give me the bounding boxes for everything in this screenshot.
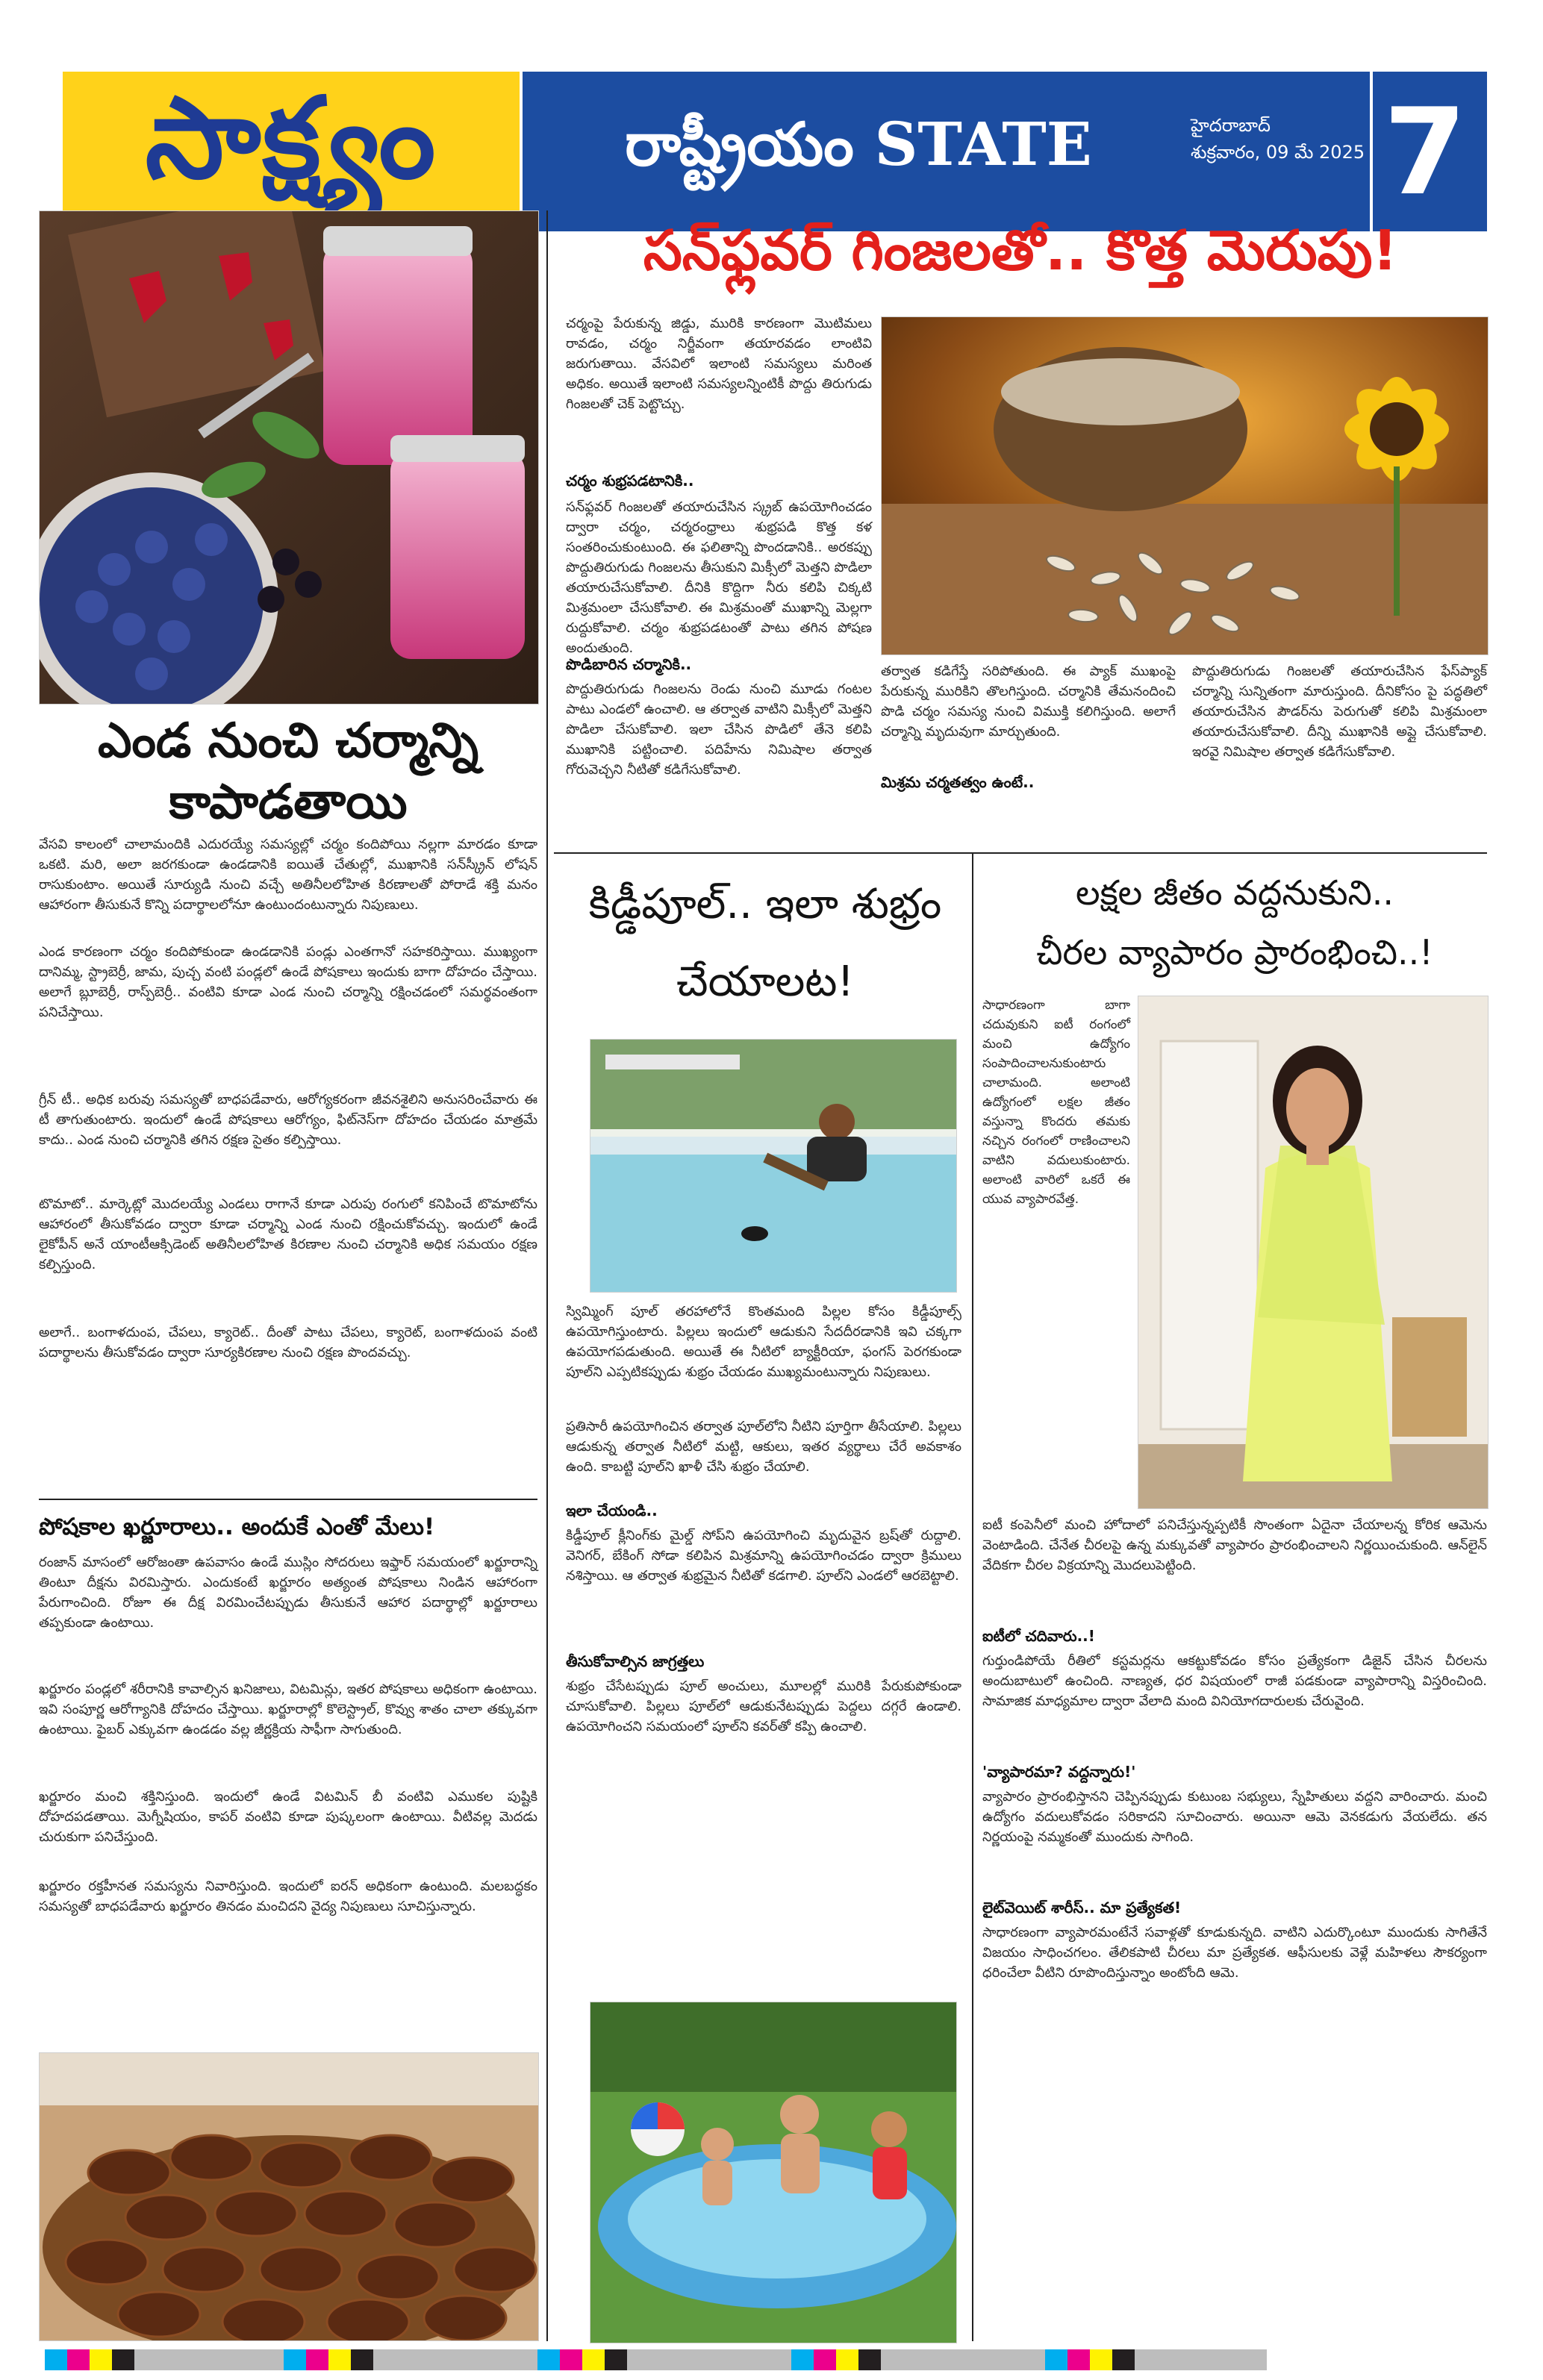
summer-skin-body-4: టొమాటో.. మార్కెట్లో మొదలయ్యే ఎండలు రాగానే కూడా ఎరుపు రంగులో కనిపించే టొమాటోను ఆహారంలో తీసుకోవడం ద్వారా కూడా చర్మాన్ని ఎండ నుంచి రక్షించుకోవచ్చు. ఇందులో ఉండే లైకోపీన్ అనే యాంటీఆక్సిడెంట్ అతినీలలోహిత కిరణాల నుంచి చర్మానికి అధిక సమయం రక్షణ కల్పిస్తుంది. — [39, 1196, 537, 1272]
kiddie-pool-body-2: ప్రతిసారీ ఉపయోగించిన తర్వాత పూల్‌లోని నీటిని పూర్తిగా తీసేయాలి. పిల్లలు ఆడుకున్న తర్వాత నీటిలో మట్టి, ఆకులు, ఇతర వ్యర్థాలు చేరే అవకాశం ఉంది. కాబట్టి పూల్‌ని ఖాళీ చేసి శుభ్రం చేయాలి. — [566, 1419, 961, 1475]
kiddie-pool-body-4: శుభ్రం చేసేటప్పుడు పూల్ అంచులు, మూలల్లో మురికి పేరుకుపోకుండా చూసుకోవాలి. పిల్లలు పూల్‌లో ఆడుకునేటప్పుడు పెద్దలు దగ్గరే ఉండాలి. ఉపయోగించని సమయంలో పూల్‌ని కవర్‌తో కప్పి ఉంచాలి. — [566, 1678, 961, 1734]
kiddie-pool-subhead: ఇలా చేయండి.. — [566, 1502, 658, 1519]
kiddie-pool-headline: కిడ్డీపూల్.. ఇలా శుభ్రం చేయాలట! — [588, 880, 942, 1006]
saree-headline-2: చీరల వ్యాపారం ప్రారంభించి..! — [1036, 932, 1433, 972]
dates-body-2: ఖర్జూరం పండ్లలో శరీరానికి కావాల్సిన ఖనిజాలు, విటమిన్లు, ఇతర పోషకాలు అధికంగా ఉంటాయి. ఇవి సంపూర్ణ ఆరోగ్యానికి దోహదం చేస్తాయి. ఖర్జూరాల్లో కొలెస్ట్రాల్, కొవ్వు శాతం చాలా తక్కువగా ఉంటాయి. ఫైబర్ ఎక్కువగా ఉండడం వల్ల జీర్ణక్రియ సాఫీగా సాగుతుంది. — [39, 1681, 537, 1737]
sunflower-subhead-2: పొడిబారిన చర్మానికి.. — [566, 655, 692, 673]
saree-body-5: సాధారణంగా వ్యాపారమంటేనే సవాళ్లతో కూడుకున్నది. వాటిని ఎదుర్కొంటూ ముందుకు సాగితేనే విజయం సాధించగలం. తేలికపాటి చీరలు మా ప్రత్యేకత. ఆఫీసులకు వెళ్లే మహిళలు సౌకర్యంగా ధరించేలా వీటిని రూపొందిస్తున్నాం అంటోంది ఆమె. — [982, 1925, 1487, 1981]
sunflower-body-3: పొద్దుతిరుగుడు గింజలను రెండు నుంచి మూడు గంటల పాటు ఎండలో ఉంచాలి. ఆ తర్వాత వాటిని మిక్సీలో మెత్తని పొడిలా చేసుకోవాలి. ఇలా చేసిన పొడిలో తేనె కలిపి ముఖానికి పట్టించాలి. పదిహేను నిమిషాల తర్వాత గోరువెచ్చని నీటితో కడిగేసుకోవాలి. — [566, 681, 872, 778]
dateline — [1191, 112, 1370, 166]
dateline-date: శుక్రవారం, 09 మే 2025 — [1191, 142, 1365, 163]
saree-body-2: ఐటీ కంపెనీలో మంచి హోదాలో పనిచేస్తున్నప్పటికీ సొంతంగా ఏదైనా చేయాలన్న కోరిక ఆమెను వెంటాడింది. చేనేత చీరలపై ఉన్న మక్కువతో వ్యాపారం ప్రారంభించాలని నిర్ణయించుకుంది. ఆన్‌లైన్ వేదికగా చీరల విక్రయాన్ని మొదలుపెట్టింది. — [982, 1517, 1487, 1573]
saree-body-4: వ్యాపారం ప్రారంభిస్తానని చెప్పినప్పుడు కుటుంబ సభ్యులు, స్నేహితులు వద్దని వారించారు. మంచి ఉద్యోగం వదులుకోవడం సరికాదని సూచించారు. అయినా ఆమె వెనకడుగు వేయలేదు. తన నిర్ణయంపై నమ్మకంతో ముందుకు సాగింది. — [982, 1789, 1487, 1845]
kiddie-pool-body-1: స్విమ్మింగ్ పూల్ తరహాలోనే కొంతమంది పిల్లల కోసం కిడ్డీపూల్స్ ఉపయోగిస్తుంటారు. పిల్లలు ఇందులో ఆడుకుని సేదదీరడానికి ఇవి చక్కగా ఉపయోగపడుతుంది. అయితే ఈ నీటిలో బ్యాక్టీరియా, ఫంగస్ పెరగకుండా పూల్‌ని ఎప్పటికప్పుడు శుభ్రం చేయడం ముఖ్యమంటున్నారు నిపుణులు. — [566, 1304, 961, 1380]
saree-subhead-1: ఐటీలో చదివారు..! — [982, 1627, 1095, 1645]
sunflower-body-1: చర్మంపై పేరుకున్న జిడ్డు, మురికి కారణంగా మొటిమలు రావడం, చర్మం నిర్జీవంగా తయారవడం లాంటివి జరుగుతాయి. వేసవిలో ఇలాంటి సమస్యలు మరింత అధికం. అయితే ఇలాంటి సమస్యలన్నింటికీ పొద్దు తిరుగుడు గింజలతో చెక్ పెట్టొచ్చు. — [566, 316, 872, 412]
family-pool-photo — [590, 2002, 957, 2343]
smoothie-photo — [39, 210, 539, 705]
sunflower-subhead-1: చర్మం శుభ్రపడటానికి.. — [566, 472, 694, 490]
sunflower-subhead-3: మిశ్రమ చర్మతత్వం ఉంటే.. — [881, 773, 1035, 791]
summer-skin-body-5: అలాగే.. బంగాళదుంప, చేపలు, క్యారెట్.. దీంతో పాటు చేపలు, క్యారెట్, బంగాళదుంప వంటి పదార్థాలను తీసుకోవడం ద్వారా సూర్యకిరణాల నుంచి రక్షణ పొందవచ్చు. — [39, 1325, 537, 1361]
summer-skin-body-2: ఎండ కారణంగా చర్మం కందిపోకుండా ఉండడానికి పండ్లు ఎంతగానో సహకరిస్తాయి. ముఖ్యంగా దానిమ్మ, స్ట్రాబెర్రీ, జామ, పుచ్చ వంటి పండ్లలో ఉండే పోషకాలు ఇందుకు బాగా దోహదం చేస్తాయి. అలాగే బ్లూబెర్రీ, రాస్ప్‌బెర్రీ.. వంటివి కూడా ఎండ నుంచి చర్మాన్ని రక్షించడంలో సమర్థవంతంగా పనిచేస్తాయి. — [39, 944, 537, 1020]
section-title: రాష్ట్రీయం STATE — [625, 109, 1092, 179]
summer-skin-body-3: గ్రీన్ టీ.. అధిక బరువు సమస్యతో బాధపడేవారు, ఆరోగ్యకరంగా జీవనశైలిని అనుసరించేవారు ఈ టీ తాగుతుంటారు. ఇందులో ఉండే పోషకాలు ఆరోగ్యం, ఫిట్‌నెస్‌గా దోహదం చేయడం మాత్రమే కాదు.. ఎండ నుంచి చర్మానికి తగిన రక్షణ సైతం కల్పిస్తాయి. — [39, 1092, 537, 1148]
dates-body-1: రంజాన్ మాసంలో ఆరోజంతా ఉపవాసం ఉండే ముస్లిం సోదరులు ఇఫ్తార్ సమయంలో ఖర్జూరాన్ని తింటూ దీక్షను విరమిస్తారు. ఎందుకంటే ఖర్జూరం అత్యంత పోషకాలు నిండిన ఆహారంగా పేరుగాంచింది. రోజూ ఈ దీక్ష విరమించేటప్పుడు తీసుకునే ఆహార పదార్థాల్లో ఖర్జూరాలు తప్పకుండా ఉంటాయి. — [39, 1555, 537, 1631]
dates-body-4: ఖర్జూరం రక్తహీనత సమస్యను నివారిస్తుంది. ఇందులో ఐరన్ అధికంగా ఉంటుంది. మలబద్ధకం సమస్యతో బాధపడేవారు ఖర్జూరం తినడం మంచిదని వైద్య నిపుణులు సూచిస్తున్నారు. — [39, 1878, 537, 1914]
sunflower-body-2: సన్‌ఫ్లవర్ గింజలతో తయారుచేసిన స్క్రబ్ ఉపయోగించడం ద్వారా చర్మం, చర్మరంధ్రాలు శుభ్రపడి కొత్త కళ సంతరించుకుంటుంది. ఈ ఫలితాన్ని పొందడానికి.. అరకప్పు పొద్దుతిరుగుడు గింజలను తీసుకుని మిక్సీలో మెత్తని పొడిలా తయారుచేసుకోవాలి. దీనికి కొద్దిగా నీరు కలిపి చిక్కటి మిశ్రమంలా చేసుకోవాలి. ఈ మిశ్రమంతో ముఖాన్ని మెల్లగా రుద్దుకోవాలి. చర్మం శుభ్రపడటంతో పాటు తగిన పోషణ అందుతుంది. — [566, 499, 872, 656]
sunflower-seeds-photo — [881, 316, 1489, 655]
divider-mid-top — [554, 852, 1487, 854]
kiddie-pool-body-3: కిడ్డీపూల్ క్లీనింగ్‌కు మైల్డ్ సోప్‌ని ఉపయోగించి మృదువైన బ్రష్‌తో రుద్దాలి. వెనిగర్, బేకింగ్ సోడా కలిపిన మిశ్రమాన్ని ఉపయోగించడం ద్వారా క్రిములు నశిస్తాయి. ఆ తర్వాత శుభ్రమైన నీటితో కడగాలి. పూల్‌ని ఎండలో ఆరబెట్టాలి. — [566, 1528, 961, 1584]
saree-subhead-3: లైట్‌వెయిట్ శారీస్.. మా ప్రత్యేకత! — [982, 1899, 1182, 1917]
saree-headline-1: లక్షల జీతం వద్దనుకుని.. — [1075, 872, 1394, 913]
sunflower-body-5: పొద్దుతిరుగుడు గింజలతో తయారుచేసిన ఫేస్‌ప్యాక్ చర్మాన్ని సున్నితంగా మారుస్తుంది. దీనికోసం పై పద్ధతిలో తయారుచేసిన పౌడర్‌ను పెరుగుతో కలిపి మిశ్రమంలా తయారుచేసుకోవాలి. దీన్ని ముఖానికి అప్లై చేసుకోవాలి. ఇరవై నిమిషాల తర్వాత కడిగేసుకోవాలి. — [1192, 663, 1487, 760]
dates-headline: పోషకాల ఖర్జూరాలు.. అందుకే ఎంతో మేలు! — [39, 1514, 435, 1540]
kiddie-pool-subhead-2: తీసుకోవాల్సిన జాగ్రత్తలు — [566, 1652, 705, 1670]
dates-photo — [39, 2052, 539, 2341]
saree-subhead-2: 'వ్యాపారమా? వద్దన్నారు!' — [982, 1763, 1136, 1781]
saree-body-1: సాధారణంగా బాగా చదువుకుని ఐటీ రంగంలో మంచి ఉద్యోగం సంపాదించాలనుకుంటారు చాలామంది. అలాంటి ఉద్యోగంలో లక్షల జీతం వస్తున్నా కొందరు తమకు నచ్చిన రంగంలో రాణించాలని వాటిని వదులుకుంటారు. అలాంటి వారిలో ఒకరే ఈ యువ వ్యాపారవేత్త. — [982, 998, 1130, 1207]
sunflower-headline: సన్‌ఫ్లవర్ గింజలతో.. కొత్త మెరుపు! — [643, 219, 1398, 283]
dateline-city: హైదరాబాద్ — [1191, 115, 1271, 136]
printer-color-bar — [0, 2349, 1543, 2370]
summer-skin-body-1: వేసవి కాలంలో చాలామందికి ఎదురయ్యే సమస్యల్లో చర్మం కందిపోయి నల్లగా మారడం కూడా ఒకటి. మరి, అలా జరగకుండా ఉండడానికి ఐయితే చేతుల్లో, ముఖానికి సన్‌స్క్రీన్ లోషన్ రాసుకుంటాం. అయితే సూర్యుడి నుంచి వచ్చే అతినీలలోహిత కిరణాలతో పోరాడే శక్తి మనం ఆహారంగా తీసుకునే కొన్ని పదార్థాలలోనూ ఉంటుందంటున్నారు నిపుణులు. — [39, 837, 537, 913]
divider-dates — [39, 1499, 537, 1500]
woman-saree-photo — [1138, 996, 1489, 1509]
page-number: 7 — [1370, 72, 1477, 231]
dates-body-3: ఖర్జూరం మంచి శక్తినిస్తుంది. ఇందులో ఉండే విటమిన్ బీ వంటివి ఎముకల పుష్టికి దోహదపడతాయి. మెగ్నీషియం, కాపర్ వంటివి కూడా పుష్కలంగా ఉంటాయి. వీటివల్ల మెదడు చురుకుగా పనిచేస్తుంది. — [39, 1789, 537, 1845]
summer-skin-headline: ఎండ నుంచి చర్మాన్ని కాపాడతాయి — [97, 713, 479, 830]
saree-body-3: గుర్తుండిపోయే రీతిలో కస్టమర్లను ఆకట్టుకోవడం కోసం ప్రత్యేకంగా డిజైన్ చేసిన చీరలను అందుబాటులో ఉంచింది. నాణ్యత, ధర విషయంలో రాజీ పడకుండా వ్యాపారాన్ని విస్తరించింది. సామాజిక మాధ్యమాల ద్వారా వేలాది మంది వినియోగదారులకు చేరువైంది. — [982, 1653, 1487, 1709]
column-rule-mid — [972, 852, 973, 2341]
pool-cleaning-photo — [590, 1039, 957, 1293]
column-rule-left — [546, 210, 548, 2341]
sunflower-body-4: తర్వాత కడిగేస్తే సరిపోతుంది. ఈ ప్యాక్ ముఖంపై పేరుకున్న మురికిని తొలగిస్తుంది. చర్మానికి తేమనందించి పొడి చర్మం సమస్య నుంచి విముక్తి కలిగిస్తుంది. అలాగే చర్మాన్ని మృదువుగా మార్చుతుంది. — [881, 663, 1176, 740]
newspaper-logo: సాక్ష్యం — [145, 72, 437, 204]
